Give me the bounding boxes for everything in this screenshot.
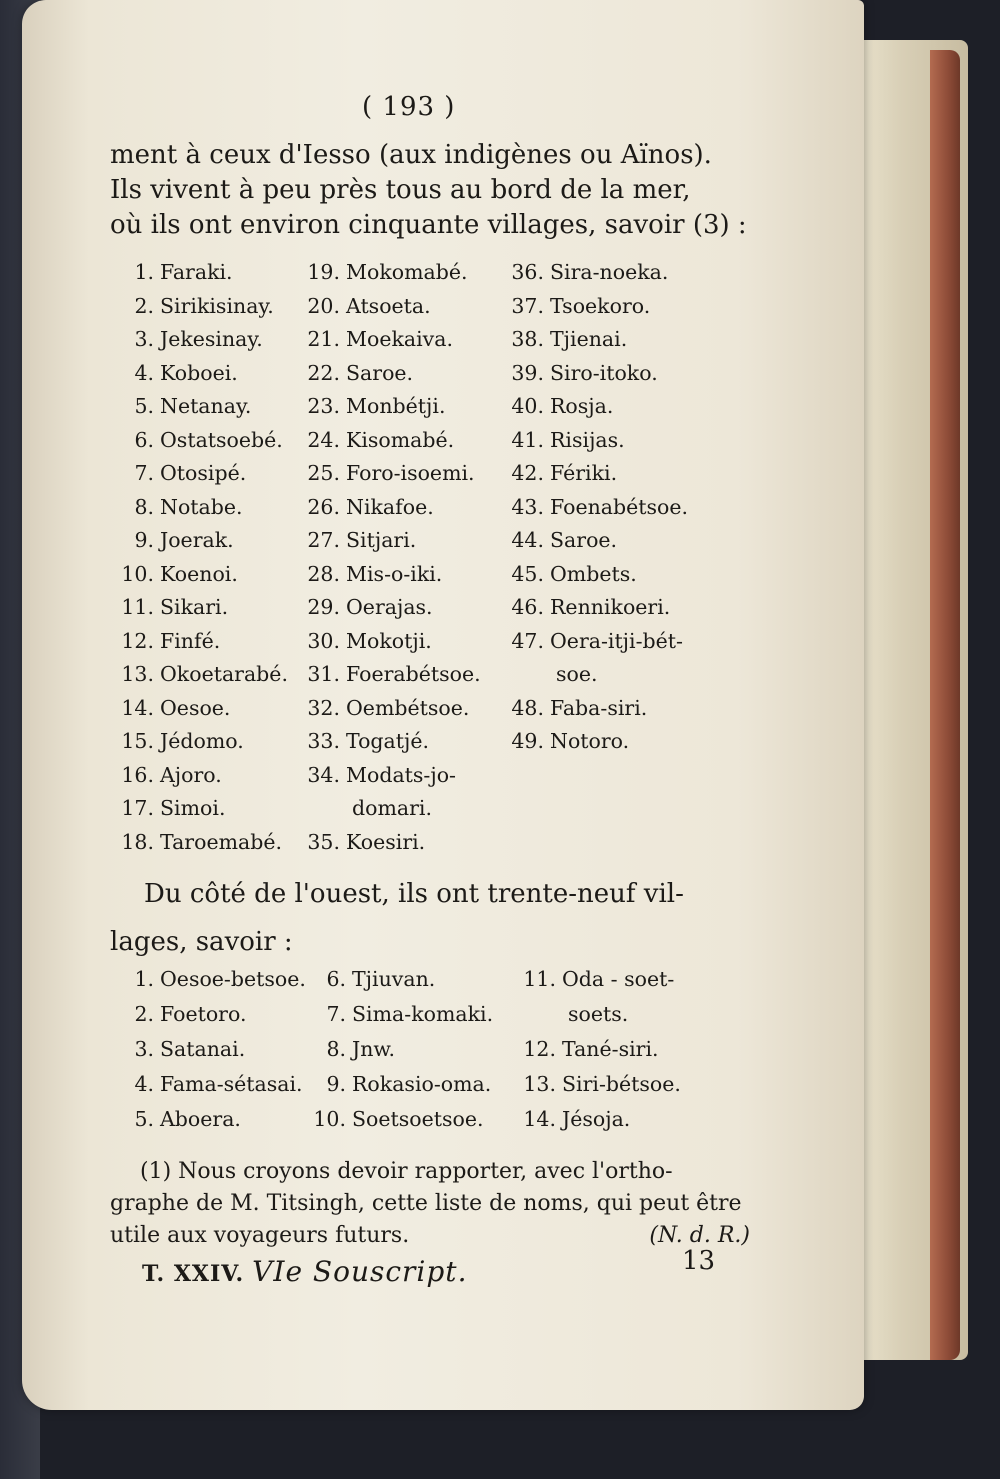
list-item: 42. Fériki. — [511, 461, 618, 485]
list-item: 2. Sirikisinay. — [134, 293, 274, 318]
intro-paragraph — [110, 138, 750, 243]
list-item: 3. Jekesinay. — [134, 327, 263, 351]
list-item: 46. Rennikoeri. — [511, 595, 671, 619]
list-item: 47. Oera-itji-bét- — [511, 628, 683, 653]
list-item: 10. Koenoi. — [121, 561, 238, 586]
list-item: 41. Risijas. — [511, 427, 625, 452]
west-intro-line: Du côté de l'ouest, ils ont trente-neuf vil- — [144, 879, 684, 909]
footnote-line-text: utile aux voyageurs futurs. — [110, 1223, 410, 1248]
list-item: 9. Joerak. — [134, 528, 234, 552]
footnote-line — [110, 1220, 750, 1252]
list-item: 5. Aboera. — [134, 1107, 241, 1131]
west-villages-column-2 — [302, 962, 493, 1137]
list-item: 15. Jédomo. — [121, 729, 244, 753]
west-villages-column-1 — [110, 962, 306, 1137]
list-item: 4. Koboei. — [134, 360, 238, 385]
list-item: 40. Rosja. — [511, 394, 614, 418]
list-item: 28. Mis-o-iki. — [307, 561, 443, 586]
list-item: 8. Jnw. — [326, 1037, 396, 1061]
list-item: 3. Satanai. — [134, 1037, 246, 1061]
footnote-line: (1) Nous croyons devoir rapporter, avec l'ortho- — [140, 1159, 673, 1184]
list-item: 17. Simoi. — [121, 796, 226, 820]
list-item: 43. Foenabétsoe. — [511, 494, 689, 519]
signature-line — [142, 1255, 722, 1288]
list-item-continuation: soe. — [556, 662, 598, 686]
list-item: 9. Rokasio-oma. — [326, 1072, 492, 1096]
list-item: 6. Ostatsoebé. — [134, 427, 283, 452]
footnote — [110, 1156, 750, 1252]
page-number: ( 193 ) — [362, 92, 456, 122]
list-item: 35. Koesiri. — [307, 829, 426, 854]
list-item: 24. Kisomabé. — [307, 427, 455, 452]
list-item: 2. Foetoro. — [134, 1002, 247, 1026]
list-item: 27. Sitjari. — [307, 528, 417, 552]
list-item: 1. Oesoe-betsoe. — [134, 967, 306, 991]
west-villages-column-3 — [512, 962, 681, 1137]
east-villages-column-3 — [500, 256, 688, 759]
list-item: 31. Foerabétsoe. — [307, 662, 481, 686]
list-item-continuation: soets. — [568, 1002, 629, 1026]
list-item: 6. Tjiuvan. — [326, 967, 436, 991]
list-item: 12. Finfé. — [121, 628, 221, 653]
signature-subscript: VIe Souscript. — [252, 1255, 468, 1288]
list-item: 22. Saroe. — [307, 360, 414, 385]
signature-volume: T. XXIV. — [142, 1261, 245, 1287]
list-item: 49. Notoro. — [511, 729, 630, 753]
list-item: 20. Atsoeta. — [307, 293, 431, 318]
list-item: 14. Jésoja. — [523, 1107, 631, 1131]
list-item: 25. Foro-isoemi. — [307, 461, 475, 485]
intro-line: Ils vivent à peu près tous au bord de la mer, — [110, 175, 691, 205]
list-item: 12. Tané-siri. — [523, 1037, 659, 1061]
footnote-line: graphe de M. Titsingh, cette liste de noms, qui peut être — [110, 1191, 742, 1216]
list-item: 4. Fama-sétasai. — [134, 1072, 303, 1096]
list-item: 45. Ombets. — [511, 561, 637, 586]
list-item: 34. Modats-jo- — [307, 762, 456, 787]
list-item: 7. Sima-komaki. — [326, 1002, 494, 1026]
list-item: 37. Tsoekoro. — [511, 293, 651, 318]
list-item: 14. Oesoe. — [121, 695, 231, 720]
book-cover — [930, 50, 960, 1360]
list-item: 32. Oembétsoe. — [307, 695, 470, 720]
list-item: 18. Taroemabé. — [121, 829, 283, 854]
list-item: 48. Faba-siri. — [511, 695, 648, 720]
book-page — [22, 0, 864, 1410]
list-item: 39. Siro-itoko. — [511, 360, 658, 385]
list-item: 7. Otosipé. — [134, 461, 247, 485]
list-item: 11. Oda - soet- — [523, 967, 675, 991]
list-item: 29. Oerajas. — [307, 595, 433, 619]
list-item: 30. Mokotji. — [307, 628, 432, 653]
list-item: 23. Monbétji. — [307, 394, 446, 418]
list-item: 36. Sira-noeka. — [511, 260, 669, 284]
list-item: 5. Netanay. — [134, 394, 252, 418]
list-item: 21. Moekaiva. — [307, 327, 453, 351]
footnote-source: (N. d. R.) — [649, 1223, 750, 1248]
east-villages-column-2 — [296, 256, 481, 859]
list-item: 1. Faraki. — [134, 260, 233, 284]
list-item: 8. Notabe. — [134, 494, 243, 519]
intro-line: où ils ont environ cinquante villages, savoir (3) : — [110, 210, 747, 240]
signature-mark: 13 — [682, 1246, 716, 1276]
list-item: 26. Nikafoe. — [307, 494, 434, 519]
list-item: 38. Tjienai. — [511, 327, 628, 351]
list-item-continuation: domari. — [352, 796, 432, 820]
west-intro-line: lages, savoir : — [110, 927, 293, 957]
east-villages-column-1 — [110, 256, 288, 859]
list-item: 16. Ajoro. — [121, 762, 222, 787]
list-item: 11. Sikari. — [121, 595, 229, 619]
list-item: 19. Mokomabé. — [307, 260, 468, 284]
list-item: 10. Soetsoetsoe. — [313, 1107, 484, 1131]
list-item: 13. Siri-bétsoe. — [523, 1072, 681, 1096]
list-item: 13. Okoetarabé. — [121, 662, 288, 686]
west-intro-paragraph — [110, 870, 750, 966]
list-item: 33. Togatjé. — [307, 729, 430, 753]
intro-line: ment à ceux d'Iesso (aux indigènes ou Aïnos). — [110, 140, 712, 170]
list-item: 44. Saroe. — [511, 528, 618, 552]
